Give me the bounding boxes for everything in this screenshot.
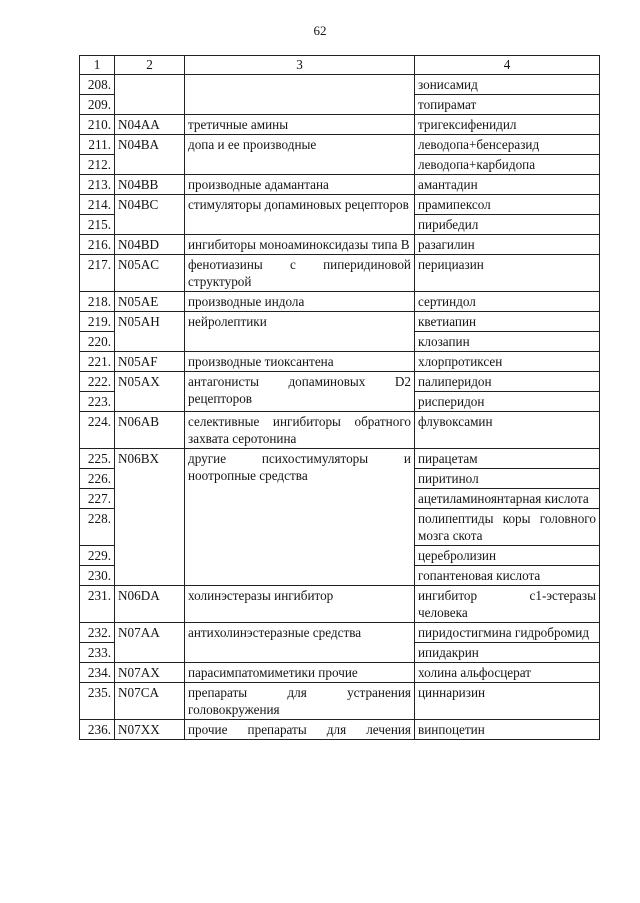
table-header-row — [80, 56, 600, 75]
row-number: 234. — [80, 663, 115, 683]
row-number: 212. — [80, 155, 115, 175]
atc-code: N06DA — [115, 586, 185, 623]
atc-code: N06AB — [115, 412, 185, 449]
drug-name: прамипексол — [415, 195, 600, 215]
row-number: 222. — [80, 372, 115, 392]
table-row — [80, 255, 600, 292]
atc-code: N05AH — [115, 312, 185, 352]
group-name: производные индола — [185, 292, 415, 312]
table-row — [80, 235, 600, 255]
drug-name: церебролизин — [415, 546, 600, 566]
group-name: другие психостимуляторы и ноотропные средства — [185, 449, 415, 586]
drug-name: клозапин — [415, 332, 600, 352]
group-name: антагонисты допаминовых D2 рецепторов — [185, 372, 415, 412]
drug-name: сертиндол — [415, 292, 600, 312]
atc-code: N04BB — [115, 175, 185, 195]
drug-name: флувоксамин — [415, 412, 600, 449]
atc-code: N04AA — [115, 115, 185, 135]
table-row — [80, 292, 600, 312]
atc-code: N07AX — [115, 663, 185, 683]
row-number: 216. — [80, 235, 115, 255]
drug-name: пиритинол — [415, 469, 600, 489]
drug-name: леводопа+бенсеразид — [415, 135, 600, 155]
row-number: 218. — [80, 292, 115, 312]
table-row — [80, 175, 600, 195]
table-row — [80, 115, 600, 135]
drug-name: ингибитор c1-эстеразы человека — [415, 586, 600, 623]
atc-code: N05AC — [115, 255, 185, 292]
drug-name: циннаризин — [415, 683, 600, 720]
atc-code: N04BA — [115, 135, 185, 175]
drug-name: тригексифенидил — [415, 115, 600, 135]
drug-name: кветиапин — [415, 312, 600, 332]
drug-name: леводопа+карбидопа — [415, 155, 600, 175]
drug-name: разагилин — [415, 235, 600, 255]
group-name: антихолинэстеразные средства — [185, 623, 415, 663]
table-row — [80, 449, 600, 469]
row-number: 214. — [80, 195, 115, 215]
drug-name: рисперидон — [415, 392, 600, 412]
row-number: 224. — [80, 412, 115, 449]
row-number: 235. — [80, 683, 115, 720]
table-row — [80, 720, 600, 740]
drug-table — [79, 55, 600, 740]
row-number: 211. — [80, 135, 115, 155]
group-name: производные тиоксантена — [185, 352, 415, 372]
row-number: 231. — [80, 586, 115, 623]
row-number: 229. — [80, 546, 115, 566]
table-row — [80, 195, 600, 215]
atc-code: N05AE — [115, 292, 185, 312]
drug-name: холина альфосцерат — [415, 663, 600, 683]
row-number: 225. — [80, 449, 115, 469]
drug-name: полипептиды коры головного мозга скота — [415, 509, 600, 546]
row-number: 219. — [80, 312, 115, 332]
atc-code: N07XX — [115, 720, 185, 740]
table-row — [80, 352, 600, 372]
table-row — [80, 683, 600, 720]
atc-code: N04BD — [115, 235, 185, 255]
group-name: прочие препараты для лечения — [185, 720, 415, 740]
drug-name: перициазин — [415, 255, 600, 292]
page-number: 62 — [313, 23, 327, 38]
row-number: 226. — [80, 469, 115, 489]
drug-name: ацетиламиноянтарная кислота — [415, 489, 600, 509]
drug-name: ипидакрин — [415, 643, 600, 663]
drug-name: зонисамид — [415, 75, 600, 95]
column-header: 2 — [115, 56, 185, 75]
drug-name: хлорпротиксен — [415, 352, 600, 372]
atc-code: N05AF — [115, 352, 185, 372]
row-number: 228. — [80, 509, 115, 546]
row-number: 221. — [80, 352, 115, 372]
group-name: фенотиазины с пиперидиновой структурой — [185, 255, 415, 292]
drug-name: топирамат — [415, 95, 600, 115]
drug-name: пирацетам — [415, 449, 600, 469]
row-number: 213. — [80, 175, 115, 195]
row-number: 232. — [80, 623, 115, 643]
atc-code: N05AX — [115, 372, 185, 412]
table-row — [80, 623, 600, 643]
row-number: 210. — [80, 115, 115, 135]
drug-name: винпоцетин — [415, 720, 600, 740]
group-name: производные адамантана — [185, 175, 415, 195]
group-name: препараты для устранения головокружения — [185, 683, 415, 720]
atc-code-cell — [115, 75, 185, 115]
atc-code: N07AA — [115, 623, 185, 663]
row-number: 227. — [80, 489, 115, 509]
group-name: третичные амины — [185, 115, 415, 135]
drug-name: пиридостигмина гидробромид — [415, 623, 600, 643]
atc-code: N07CA — [115, 683, 185, 720]
row-number: 217. — [80, 255, 115, 292]
group-name: ингибиторы моноаминоксидазы типа B — [185, 235, 415, 255]
column-header: 1 — [80, 56, 115, 75]
column-header: 4 — [415, 56, 600, 75]
table-row — [80, 312, 600, 332]
group-name: нейролептики — [185, 312, 415, 352]
group-name: стимуляторы допаминовых рецепторов — [185, 195, 415, 235]
group-name: холинэстеразы ингибитор — [185, 586, 415, 623]
drug-name: гопантеновая кислота — [415, 566, 600, 586]
drug-name: палиперидон — [415, 372, 600, 392]
group-name: селективные ингибиторы обратного захвата серотонина — [185, 412, 415, 449]
column-header: 3 — [185, 56, 415, 75]
table-row — [80, 663, 600, 683]
drug-name: амантадин — [415, 175, 600, 195]
table-row — [80, 412, 600, 449]
drug-name: пирибедил — [415, 215, 600, 235]
table-row — [80, 75, 600, 95]
atc-code: N06BX — [115, 449, 185, 586]
row-number: 209. — [80, 95, 115, 115]
table-row — [80, 372, 600, 392]
atc-code: N04BC — [115, 195, 185, 235]
row-number: 230. — [80, 566, 115, 586]
row-number: 215. — [80, 215, 115, 235]
group-name: парасимпатомиметики прочие — [185, 663, 415, 683]
table-row — [80, 586, 600, 623]
row-number: 233. — [80, 643, 115, 663]
row-number: 223. — [80, 392, 115, 412]
row-number: 236. — [80, 720, 115, 740]
group-cell — [185, 75, 415, 115]
table-row — [80, 135, 600, 155]
group-name: допа и ее производные — [185, 135, 415, 175]
row-number: 220. — [80, 332, 115, 352]
row-number: 208. — [80, 75, 115, 95]
